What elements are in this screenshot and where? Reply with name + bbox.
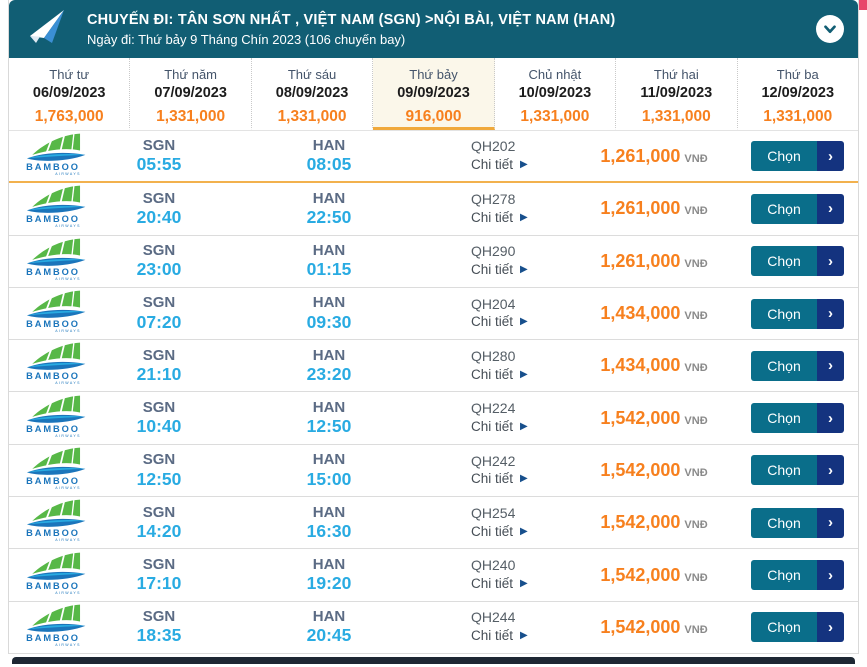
airline-logo-cell bbox=[9, 131, 109, 182]
arrival-cell bbox=[209, 556, 449, 594]
select-button[interactable] bbox=[751, 246, 844, 276]
price-value: 1,542,000 bbox=[600, 564, 681, 585]
chevron-right-icon: › bbox=[817, 246, 844, 276]
departure-cell bbox=[109, 556, 209, 594]
departure-time: 23:00 bbox=[136, 259, 182, 280]
flight-list bbox=[9, 131, 858, 654]
price-value: 1,261,000 bbox=[600, 145, 681, 166]
arrival-time: 15:00 bbox=[306, 468, 352, 489]
tab-price: 1,763,000 bbox=[34, 108, 104, 125]
select-button[interactable] bbox=[751, 612, 844, 642]
details-label: Chi tiết bbox=[471, 262, 514, 278]
departure-time: 05:55 bbox=[136, 154, 182, 175]
select-button-label: Chọn bbox=[751, 508, 817, 538]
arrival-airport: HAN bbox=[312, 451, 346, 469]
flight-info-cell bbox=[449, 609, 569, 645]
arrival-airport: HAN bbox=[312, 503, 346, 521]
price-value: 1,434,000 bbox=[600, 303, 681, 324]
departure-cell bbox=[109, 504, 209, 542]
arrival-airport: HAN bbox=[312, 189, 346, 207]
tab-price: 1,331,000 bbox=[763, 108, 833, 125]
details-label: Chi tiết bbox=[471, 157, 514, 173]
svg-text:BAMBOO: BAMBOO bbox=[26, 318, 80, 329]
svg-text:BAMBOO: BAMBOO bbox=[26, 161, 80, 172]
arrival-airport: HAN bbox=[312, 294, 346, 312]
play-icon: ▶ bbox=[520, 473, 528, 485]
arrival-airport: HAN bbox=[312, 555, 346, 573]
collapse-button[interactable] bbox=[816, 15, 844, 43]
chevron-right-icon: › bbox=[817, 299, 844, 329]
bamboo-airways-logo bbox=[22, 266, 108, 286]
price-value: 1,261,000 bbox=[600, 250, 681, 271]
price-cell bbox=[569, 251, 739, 272]
play-icon: ▶ bbox=[520, 264, 528, 276]
flight-number: QH204 bbox=[471, 295, 516, 312]
airline-logo-cell bbox=[9, 393, 109, 444]
tab-date: 06/09/2023 bbox=[32, 85, 106, 101]
currency-label: VNĐ bbox=[684, 466, 708, 479]
bamboo-airways-logo bbox=[22, 530, 108, 547]
chevron-right-icon: › bbox=[817, 194, 844, 224]
details-label: Chi tiết bbox=[471, 471, 514, 487]
price-cell bbox=[569, 512, 739, 533]
select-button[interactable] bbox=[751, 194, 844, 224]
airline-logo-cell bbox=[9, 497, 109, 548]
flight-number: QH290 bbox=[471, 243, 516, 260]
play-icon: ▶ bbox=[520, 421, 528, 433]
arrival-time: 01:15 bbox=[306, 259, 352, 280]
play-icon: ▶ bbox=[520, 577, 528, 589]
arrival-airport: HAN bbox=[312, 137, 346, 155]
svg-text:BAMBOO: BAMBOO bbox=[26, 214, 80, 225]
airline-logo-cell bbox=[9, 445, 109, 496]
arrival-time: 22:50 bbox=[306, 207, 352, 228]
date-tab[interactable] bbox=[616, 58, 737, 130]
flight-info-cell bbox=[449, 243, 569, 279]
details-link[interactable] bbox=[471, 471, 528, 486]
arrival-cell bbox=[209, 399, 449, 437]
svg-text:BAMBOO: BAMBOO bbox=[26, 266, 80, 277]
tab-price: 916,000 bbox=[405, 108, 462, 125]
departure-airport: SGN bbox=[142, 608, 176, 626]
flight-number: QH278 bbox=[471, 191, 516, 208]
currency-label: VNĐ bbox=[684, 152, 708, 165]
arrival-time: 09:30 bbox=[306, 311, 352, 332]
flight-info-cell bbox=[449, 505, 569, 541]
select-button[interactable] bbox=[751, 141, 844, 171]
departure-airport: SGN bbox=[142, 555, 176, 573]
select-button[interactable] bbox=[751, 299, 844, 329]
select-button[interactable] bbox=[751, 351, 844, 381]
play-icon: ▶ bbox=[520, 525, 528, 537]
select-button-label: Chọn bbox=[751, 351, 817, 381]
departure-time: 12:50 bbox=[136, 468, 182, 489]
price-cell bbox=[569, 408, 739, 429]
currency-label: VNĐ bbox=[684, 414, 708, 427]
flight-info-cell bbox=[449, 296, 569, 332]
details-label: Chi tiết bbox=[471, 314, 514, 330]
flight-number: QH244 bbox=[471, 609, 516, 626]
currency-label: VNĐ bbox=[684, 362, 708, 375]
svg-text:AIRWAYS: AIRWAYS bbox=[55, 171, 81, 176]
currency-label: VNĐ bbox=[684, 257, 708, 270]
tab-date: 08/09/2023 bbox=[275, 85, 349, 101]
tab-day-label: Chủ nhật bbox=[528, 67, 582, 82]
flight-info-cell bbox=[449, 453, 569, 489]
select-button-label: Chọn bbox=[751, 612, 817, 642]
airline-logo-cell bbox=[9, 550, 109, 601]
bamboo-airways-logo bbox=[22, 423, 108, 443]
tab-day-label: Thứ tư bbox=[49, 67, 90, 82]
flight-number: QH242 bbox=[471, 452, 516, 469]
bamboo-airways-logo bbox=[22, 161, 108, 181]
bamboo-airways-logo bbox=[22, 632, 108, 652]
price-cell bbox=[569, 355, 739, 376]
airline-logo-cell bbox=[9, 602, 109, 653]
departure-time: 17:10 bbox=[136, 573, 182, 594]
svg-text:AIRWAYS: AIRWAYS bbox=[55, 590, 81, 595]
price-cell bbox=[569, 565, 739, 586]
currency-label: VNĐ bbox=[684, 519, 708, 532]
arrival-cell bbox=[209, 242, 449, 280]
departure-cell bbox=[109, 347, 209, 385]
date-tab[interactable] bbox=[252, 58, 373, 130]
play-icon: ▶ bbox=[520, 368, 528, 380]
departure-airport: SGN bbox=[142, 451, 176, 469]
arrival-airport: HAN bbox=[312, 346, 346, 364]
select-button-label: Chọn bbox=[751, 141, 817, 171]
departure-time: 21:10 bbox=[136, 363, 182, 384]
svg-text:AIRWAYS: AIRWAYS bbox=[55, 224, 81, 229]
chevron-right-icon: › bbox=[817, 351, 844, 381]
trip-header-text bbox=[87, 12, 816, 47]
details-label: Chi tiết bbox=[471, 419, 514, 435]
details-label: Chi tiết bbox=[471, 628, 514, 644]
chevron-right-icon: › bbox=[817, 612, 844, 642]
play-icon: ▶ bbox=[520, 630, 528, 642]
price-cell bbox=[569, 146, 739, 167]
svg-text:AIRWAYS: AIRWAYS bbox=[55, 643, 81, 648]
arrival-cell bbox=[209, 190, 449, 228]
flight-row bbox=[9, 445, 858, 497]
tab-price: 1,331,000 bbox=[520, 108, 590, 125]
price-cell bbox=[569, 460, 739, 481]
chevron-right-icon: › bbox=[817, 141, 844, 171]
departure-time: 07:20 bbox=[136, 311, 182, 332]
trip-title: CHUYẾN ĐI: TÂN SƠN NHẤT , VIỆT NAM (SGN) >NỘI BÀI, VIỆT NAM (HAN) bbox=[87, 11, 616, 28]
select-button-label: Chọn bbox=[751, 455, 817, 485]
svg-text:BAMBOO: BAMBOO bbox=[26, 528, 80, 539]
date-tab[interactable] bbox=[738, 58, 858, 130]
details-label: Chi tiết bbox=[471, 366, 514, 382]
select-button-label: Chọn bbox=[751, 403, 817, 433]
currency-label: VNĐ bbox=[684, 571, 708, 584]
price-value: 1,542,000 bbox=[600, 616, 681, 637]
svg-text:AIRWAYS: AIRWAYS bbox=[55, 538, 81, 543]
tab-price: 1,331,000 bbox=[277, 108, 347, 125]
svg-text:AIRWAYS: AIRWAYS bbox=[55, 329, 81, 334]
play-icon: ▶ bbox=[520, 316, 528, 328]
price-cell bbox=[569, 303, 739, 324]
svg-text:AIRWAYS: AIRWAYS bbox=[55, 486, 81, 491]
date-tab-strip bbox=[9, 58, 858, 131]
date-tab[interactable] bbox=[495, 58, 616, 130]
select-button[interactable] bbox=[751, 560, 844, 590]
bamboo-airways-logo bbox=[22, 475, 108, 495]
chevron-right-icon: › bbox=[817, 455, 844, 485]
airline-logo-cell bbox=[9, 183, 109, 234]
bamboo-airways-logo bbox=[22, 318, 108, 338]
flight-number: QH224 bbox=[471, 400, 516, 417]
departure-cell bbox=[109, 608, 209, 646]
flight-row bbox=[9, 497, 858, 549]
arrival-cell bbox=[209, 504, 449, 542]
details-link[interactable] bbox=[471, 524, 528, 539]
flight-info-cell bbox=[449, 138, 569, 174]
select-button[interactable] bbox=[751, 455, 844, 485]
departure-cell bbox=[109, 242, 209, 280]
flight-number: QH202 bbox=[471, 138, 516, 155]
select-button[interactable] bbox=[751, 508, 844, 538]
currency-label: VNĐ bbox=[684, 205, 708, 218]
trip-header bbox=[9, 0, 858, 58]
currency-label: VNĐ bbox=[684, 310, 708, 323]
details-link[interactable] bbox=[471, 576, 528, 591]
arrival-airport: HAN bbox=[312, 608, 346, 626]
tab-price: 1,331,000 bbox=[156, 108, 226, 125]
svg-text:BAMBOO: BAMBOO bbox=[26, 475, 80, 486]
arrival-cell bbox=[209, 294, 449, 332]
svg-text:BAMBOO: BAMBOO bbox=[26, 632, 80, 643]
flight-info-cell bbox=[449, 557, 569, 593]
svg-text:BAMBOO: BAMBOO bbox=[26, 423, 80, 434]
arrival-cell bbox=[209, 347, 449, 385]
arrival-airport: HAN bbox=[312, 242, 346, 260]
flight-info-cell bbox=[449, 348, 569, 384]
bamboo-airways-logo bbox=[22, 373, 108, 390]
departure-time: 10:40 bbox=[136, 416, 182, 437]
arrival-time: 12:50 bbox=[306, 416, 352, 437]
select-button-label: Chọn bbox=[751, 246, 817, 276]
departure-time: 14:20 bbox=[136, 520, 182, 541]
details-link[interactable] bbox=[471, 367, 528, 382]
arrival-time: 20:45 bbox=[306, 625, 352, 646]
details-link[interactable] bbox=[471, 157, 528, 172]
price-value: 1,542,000 bbox=[600, 459, 681, 480]
price-cell bbox=[569, 198, 739, 219]
svg-text:AIRWAYS: AIRWAYS bbox=[55, 276, 81, 281]
departure-cell bbox=[109, 137, 209, 175]
flight-number: QH254 bbox=[471, 504, 516, 521]
details-label: Chi tiết bbox=[471, 523, 514, 539]
arrival-cell bbox=[209, 451, 449, 489]
tab-day-label: Thứ sáu bbox=[287, 67, 337, 82]
departure-cell bbox=[109, 399, 209, 437]
arrival-time: 16:30 bbox=[306, 520, 352, 541]
price-value: 1,261,000 bbox=[600, 198, 681, 219]
tab-price: 1,331,000 bbox=[641, 108, 711, 125]
details-link[interactable] bbox=[471, 628, 528, 643]
play-icon: ▶ bbox=[520, 159, 528, 171]
flight-row bbox=[9, 288, 858, 340]
departure-cell bbox=[109, 451, 209, 489]
tab-day-label: Thứ hai bbox=[653, 67, 699, 82]
flight-number: QH280 bbox=[471, 347, 516, 364]
departure-cell bbox=[109, 190, 209, 228]
tab-day-label: Thứ năm bbox=[164, 67, 218, 82]
departure-time: 18:35 bbox=[136, 625, 182, 646]
details-label: Chi tiết bbox=[471, 209, 514, 225]
flight-row bbox=[9, 549, 858, 601]
tab-date: 12/09/2023 bbox=[761, 85, 835, 101]
tab-date: 10/09/2023 bbox=[518, 85, 592, 101]
tab-day-label: Thứ ba bbox=[776, 67, 819, 82]
price-value: 1,542,000 bbox=[600, 407, 681, 428]
details-link[interactable] bbox=[471, 419, 528, 434]
flight-row bbox=[9, 236, 858, 288]
tab-date: 09/09/2023 bbox=[397, 85, 470, 101]
flight-row bbox=[9, 131, 858, 183]
select-button[interactable] bbox=[751, 403, 844, 433]
arrival-cell bbox=[209, 608, 449, 646]
chevron-right-icon: › bbox=[817, 403, 844, 433]
date-tab[interactable] bbox=[373, 58, 494, 130]
chevron-right-icon: › bbox=[817, 560, 844, 590]
airline-logo-cell bbox=[9, 288, 109, 339]
arrival-airport: HAN bbox=[312, 399, 346, 416]
chevron-right-icon: › bbox=[817, 508, 844, 538]
select-button-label: Chọn bbox=[751, 194, 817, 224]
arrival-time: 19:20 bbox=[306, 573, 352, 594]
date-tab[interactable] bbox=[9, 58, 130, 130]
trip-subtitle: Ngày đi: Thứ bảy 9 Tháng Chín 2023 (106 chuyến bay) bbox=[87, 31, 406, 47]
play-icon: ▶ bbox=[520, 211, 528, 223]
airline-logo-cell bbox=[9, 340, 109, 391]
date-tab[interactable] bbox=[130, 58, 251, 130]
svg-text:BAMBOO: BAMBOO bbox=[26, 580, 80, 591]
svg-text:AIRWAYS: AIRWAYS bbox=[55, 433, 81, 438]
arrival-time: 08:05 bbox=[306, 154, 352, 175]
departure-airport: SGN bbox=[142, 242, 176, 260]
flight-row bbox=[9, 602, 858, 654]
flight-info-cell bbox=[449, 400, 569, 436]
tab-date: 07/09/2023 bbox=[154, 85, 227, 101]
details-link[interactable] bbox=[471, 210, 528, 225]
details-link[interactable] bbox=[471, 314, 528, 329]
chevron-down-icon bbox=[821, 20, 839, 38]
departure-airport: SGN bbox=[142, 294, 176, 312]
departure-airport: SGN bbox=[142, 137, 176, 155]
tab-day-label: Thứ bảy bbox=[409, 67, 458, 82]
svg-text:AIRWAYS: AIRWAYS bbox=[55, 381, 81, 386]
departure-airport: SGN bbox=[142, 189, 176, 207]
flight-row bbox=[9, 183, 858, 235]
details-link[interactable] bbox=[471, 262, 528, 277]
bamboo-airways-logo bbox=[22, 216, 108, 233]
airline-logo-cell bbox=[9, 236, 109, 287]
price-value: 1,542,000 bbox=[600, 512, 681, 533]
price-value: 1,434,000 bbox=[600, 355, 681, 376]
select-button-label: Chọn bbox=[751, 299, 817, 329]
departure-airport: SGN bbox=[142, 399, 176, 416]
flight-row bbox=[9, 392, 858, 444]
currency-label: VNĐ bbox=[684, 623, 708, 636]
select-button-label: Chọn bbox=[751, 560, 817, 590]
price-cell bbox=[569, 617, 739, 638]
departure-airport: SGN bbox=[142, 503, 176, 521]
flight-results-panel bbox=[8, 0, 859, 654]
flight-row bbox=[9, 340, 858, 392]
bamboo-airways-logo bbox=[22, 580, 108, 600]
flight-info-cell bbox=[449, 191, 569, 227]
paper-plane-icon bbox=[27, 7, 71, 52]
departure-cell bbox=[109, 294, 209, 332]
details-label: Chi tiết bbox=[471, 575, 514, 591]
departure-time: 20:40 bbox=[136, 207, 182, 228]
tab-date: 11/09/2023 bbox=[640, 85, 713, 101]
flight-number: QH240 bbox=[471, 557, 516, 574]
next-section-peek bbox=[12, 657, 855, 664]
departure-airport: SGN bbox=[142, 346, 176, 364]
svg-text:BAMBOO: BAMBOO bbox=[26, 371, 80, 382]
arrival-cell bbox=[209, 137, 449, 175]
arrival-time: 23:20 bbox=[306, 363, 352, 384]
